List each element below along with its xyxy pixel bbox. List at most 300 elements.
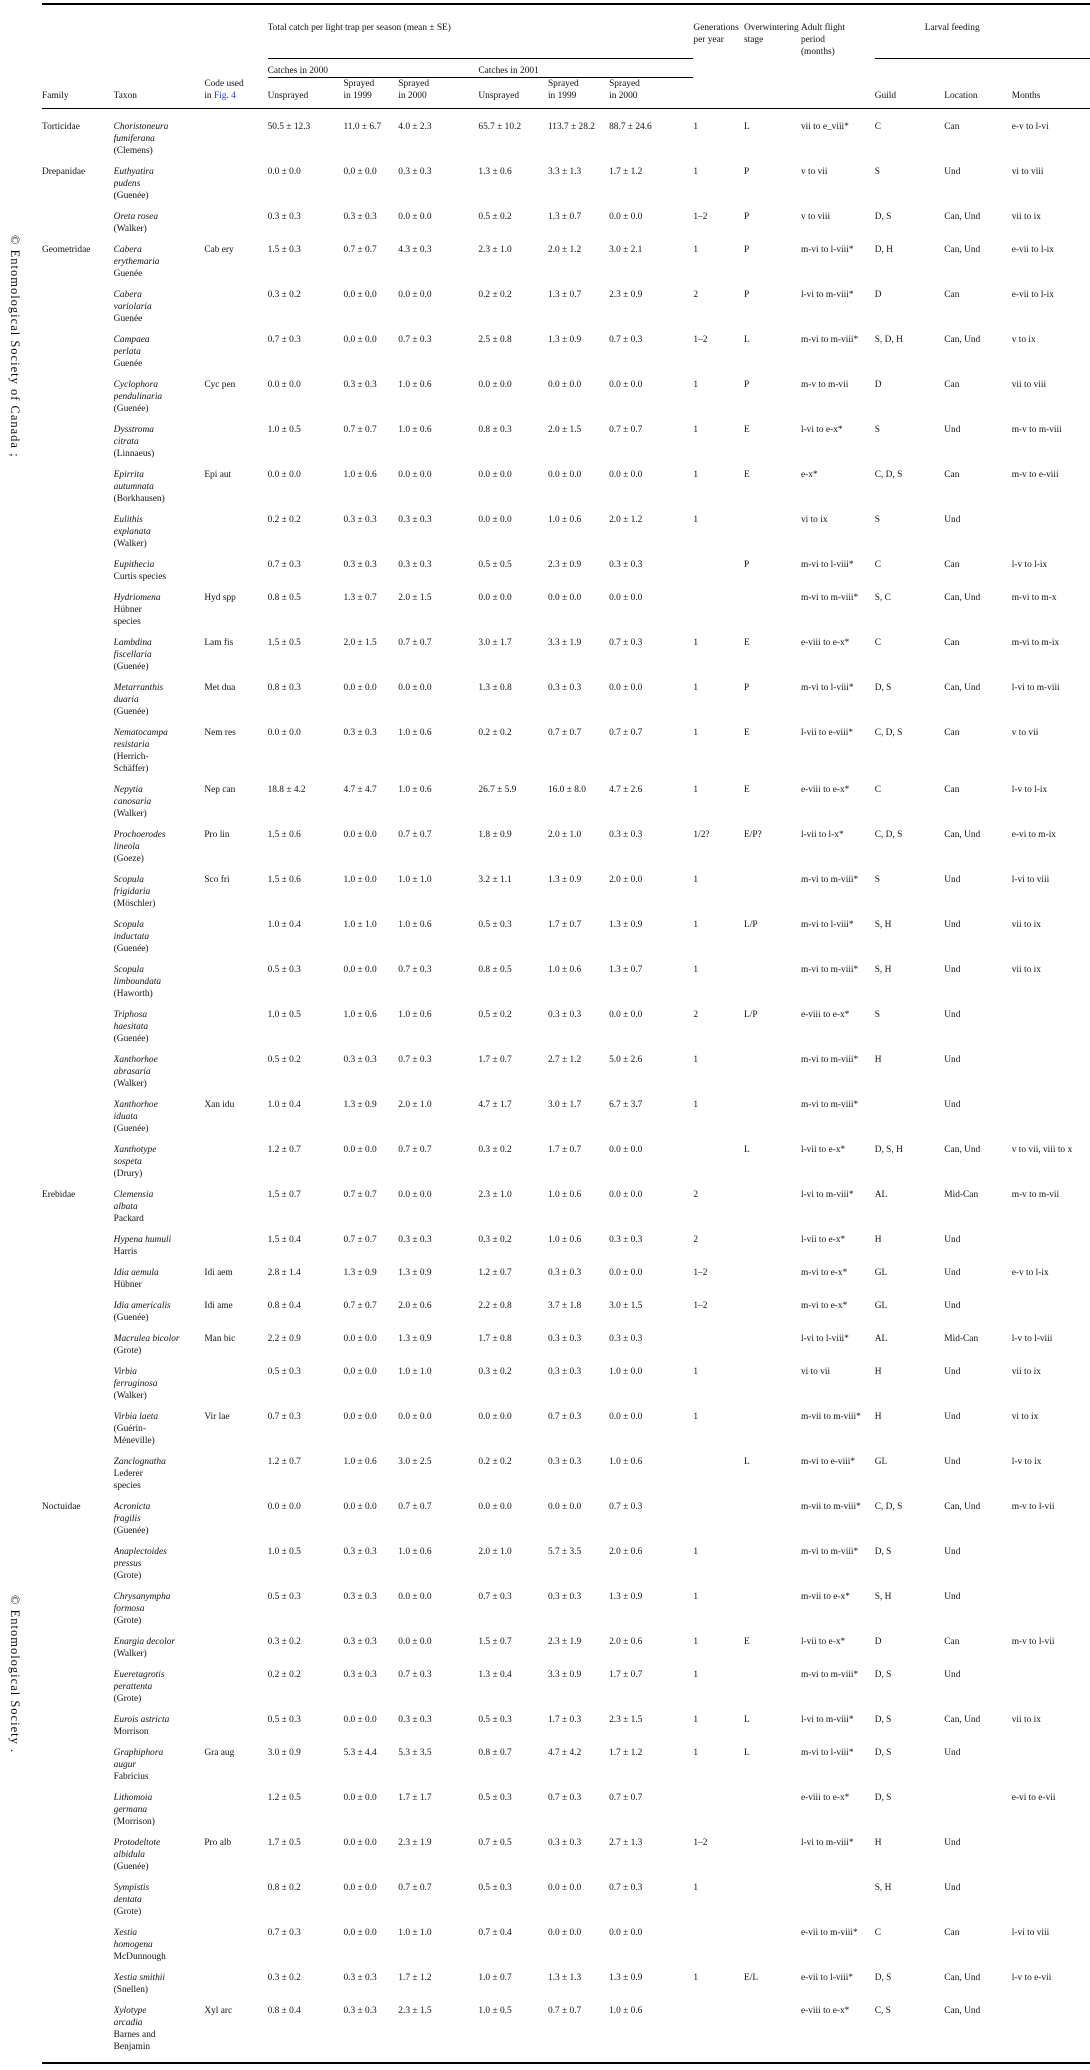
catch-cell: 2.8 ± 1.4 — [267, 1267, 301, 1278]
guild-cell: S — [874, 424, 880, 435]
generations-cell — [693, 1144, 744, 1189]
guild-cell: D, S — [874, 1546, 892, 1557]
catch-cell: 0.0 ± 0.0 — [267, 469, 301, 480]
months-cell: l-v to l-viii — [1011, 1333, 1053, 1344]
taxon-name: Dysstroma — [113, 424, 154, 435]
taxon-name: Acronicta — [113, 1501, 151, 1512]
taxon-author: (Guenée) — [113, 1861, 149, 1872]
catch-cell: 1.0 ± 0.6 — [343, 469, 377, 480]
flight-period-cell: m-vi to l-viii* — [800, 559, 854, 570]
catch-cell: 0.7 ± 0.3 — [478, 1591, 512, 1602]
taxon-author: (Grote) — [113, 1906, 142, 1917]
location-cell: Und — [944, 1669, 961, 1680]
catch-cell: 0.2 ± 0.2 — [478, 1456, 512, 1467]
catch-cell: 3.0 ± 2.1 — [609, 244, 643, 255]
catch-cell: 0.0 ± 0.0 — [398, 211, 432, 222]
overwintering-cell — [744, 1501, 801, 1546]
catch-cell: 0.0 ± 0.0 — [267, 1501, 301, 1512]
catch-cell: 0.7 ± 0.7 — [609, 727, 643, 738]
family-cell — [42, 2005, 114, 2063]
catch-cell: 2.0 ± 1.5 — [547, 424, 582, 435]
catch-cell: 5.7 ± 3.5 — [547, 1546, 582, 1557]
overwintering-cell: P — [744, 211, 750, 222]
months-cell: l-v to e-vii — [1011, 1972, 1052, 1983]
family-cell — [42, 1882, 114, 1927]
overwintering-cell — [744, 1792, 801, 1837]
taxon-cell — [114, 1792, 205, 1837]
taxon-author: (Herrich- — [113, 751, 149, 762]
table-row — [42, 2005, 1090, 2063]
catch-cell: 1.3 ± 0.9 — [609, 919, 643, 930]
code-cell — [204, 1714, 267, 1747]
taxon-author: (Guenée) — [113, 943, 149, 954]
location-cell: Can, Und — [944, 682, 981, 693]
catch-cell: 1.2 ± 0.7 — [478, 1267, 512, 1278]
flight-period-cell: m-vi to l-viii* — [800, 1747, 854, 1758]
taxon-name: Oreta rosea — [113, 211, 159, 222]
table-row — [42, 1144, 1090, 1189]
overwintering-cell — [744, 1927, 801, 1972]
overwintering-cell: E/P? — [744, 829, 762, 840]
generations-cell: 1 — [693, 1099, 699, 1110]
catch-cell: 0.7 ± 0.3 — [547, 1792, 582, 1803]
taxon-name: Idia aemula — [113, 1267, 159, 1278]
catch-cell: 0.0 ± 0.0 — [267, 379, 301, 390]
catch-cell: 1.0 ± 0.6 — [398, 1009, 432, 1020]
taxon-name: sospeta — [113, 1156, 142, 1167]
taxon-author: (Clemens) — [113, 145, 153, 156]
generations-cell — [693, 2005, 744, 2063]
catch-cell: 0.3 ± 0.3 — [547, 682, 582, 693]
catch-cell: 0.8 ± 0.3 — [267, 682, 301, 693]
code-cell — [204, 964, 267, 1009]
catch-cell: 1.3 ± 0.7 — [547, 289, 582, 300]
catch-cell: 1.0 ± 0.5 — [267, 424, 301, 435]
catch-cell: 0.3 ± 0.3 — [343, 1669, 377, 1680]
table-row — [42, 1972, 1090, 2005]
catch-cell: 1.0 ± 1.0 — [398, 874, 432, 885]
generations-cell: 1 — [693, 424, 699, 435]
catch-cell: 2.3 ± 1.9 — [398, 1837, 432, 1848]
catch-cell: 3.2 ± 1.1 — [478, 874, 512, 885]
catch-cell: 0.0 ± 0.0 — [398, 1636, 432, 1647]
catch-cell: 0.3 ± 0.3 — [343, 1591, 377, 1602]
catch-cell: 0.3 ± 0.3 — [398, 1714, 432, 1725]
catch-cell: 0.0 ± 0.0 — [398, 289, 432, 300]
family-cell — [42, 1054, 114, 1099]
code-cell — [204, 1636, 267, 1669]
code-cell — [204, 1009, 267, 1054]
catch-cell: 0.3 ± 0.3 — [609, 559, 643, 570]
taxon-name: Hypena humuli — [113, 1234, 172, 1245]
catch-cell: 0.8 ± 0.5 — [267, 592, 301, 603]
guild-cell: H — [874, 1411, 882, 1422]
catch-cell: 1.3 ± 1.3 — [547, 1972, 582, 1983]
taxon-name: erythemaria — [113, 256, 160, 267]
taxon-cell — [114, 289, 205, 334]
catch-cell: 0.5 ± 0.3 — [478, 1714, 512, 1725]
months-cell: v to ix — [1011, 334, 1036, 345]
table-row — [42, 211, 1090, 244]
taxon-name: Euthyatira — [113, 166, 154, 177]
family-cell — [42, 1267, 114, 1300]
catch-cell: 1.0 ± 0.4 — [267, 1099, 301, 1110]
flight-period-cell: e-vii to l-viii* — [800, 1972, 854, 1983]
generations-cell: 1 — [693, 1882, 699, 1893]
catch-cell: 0.0 ± 0.0 — [547, 379, 582, 390]
catch-cell: 1.7 ± 0.7 — [609, 1669, 643, 1680]
overwintering-cell: L/P — [744, 919, 758, 930]
guild-cell: GL — [874, 1300, 888, 1311]
generations-cell: 1 — [693, 1747, 699, 1758]
catch-cell: 0.5 ± 0.3 — [267, 1714, 301, 1725]
location-cell: Can, Und — [944, 334, 981, 345]
overwintering-cell: P — [744, 166, 750, 177]
flight-period-cell: m-vi to m-viii* — [800, 334, 859, 345]
taxon-name: haesitata — [113, 1021, 149, 1032]
taxon-author: (Grote) — [113, 1615, 142, 1626]
catch-cell: 3.0 ± 1.5 — [609, 1300, 643, 1311]
family-cell — [42, 682, 114, 727]
generations-cell: 1–2 — [693, 1267, 708, 1278]
overwintering-cell: E — [744, 1636, 750, 1647]
catch-cell: 0.0 ± 0.0 — [398, 1189, 432, 1200]
catch-cell: 0.8 ± 0.2 — [267, 1882, 301, 1893]
table-row — [42, 829, 1090, 874]
catch-cell: 1.0 ± 1.0 — [398, 1927, 432, 1938]
flight-period-cell: e-viii to e-x* — [800, 1792, 850, 1803]
catch-cell: 0.3 ± 0.3 — [547, 1837, 582, 1848]
guild-cell: GL — [874, 1267, 888, 1278]
location-cell: Und — [944, 1546, 961, 1557]
overwintering-cell: E — [744, 637, 750, 648]
copyright-watermark-bottom: © Entomological Society . — [8, 1595, 22, 1754]
taxon-author: Fabricius — [113, 1771, 149, 1782]
taxon-author: species — [113, 1480, 141, 1491]
catch-cell: 0.3 ± 0.3 — [609, 829, 643, 840]
taxon-name: Nematocampa — [113, 727, 168, 738]
table-row — [42, 1747, 1090, 1792]
catch-cell: 0.3 ± 0.3 — [343, 514, 377, 525]
taxon-author: (Guenée) — [113, 1525, 149, 1536]
family-cell — [42, 1714, 114, 1747]
taxon-author: Guenée — [113, 313, 143, 324]
location-cell: Mid-Can — [944, 1189, 979, 1200]
months-cell: l-vi to viii — [1011, 1927, 1050, 1938]
family-cell — [42, 829, 114, 874]
taxon-author: Curtis species — [113, 571, 167, 582]
overwintering-cell: P — [744, 559, 750, 570]
family-cell — [42, 1009, 114, 1054]
taxon-cell — [114, 1267, 205, 1300]
catch-cell: 0.3 ± 0.3 — [547, 1267, 582, 1278]
generations-cell — [693, 1333, 744, 1366]
catch-cell: 1.3 ± 0.9 — [398, 1333, 432, 1344]
catch-cell: 0.3 ± 0.3 — [343, 559, 377, 570]
taxon-header: Taxon — [114, 77, 205, 108]
catch-cell: 0.0 ± 0.0 — [609, 682, 643, 693]
location-cell: Und — [944, 1456, 961, 1467]
guild-cell: S, H — [874, 1591, 892, 1602]
catch-cell: 0.0 ± 0.0 — [398, 1591, 432, 1602]
catch-cell: 0.7 ± 0.7 — [609, 1792, 643, 1803]
taxon-cell — [114, 1300, 205, 1333]
catch-cell: 2.3 ± 1.5 — [398, 2005, 432, 2016]
location-cell: Und — [944, 1882, 961, 1893]
code-cell — [204, 919, 267, 964]
taxon-cell — [114, 1714, 205, 1747]
code-cell: Epi aut — [204, 469, 232, 480]
catch-cell: 6.7 ± 3.7 — [609, 1099, 643, 1110]
generations-cell: 1 — [693, 1714, 699, 1725]
months-cell: m-v to l-vii — [1011, 1636, 1055, 1647]
generations-cell: 1 — [693, 1411, 699, 1422]
months-cell — [1012, 1546, 1090, 1591]
guild-cell: C — [874, 1927, 881, 1938]
taxon-cell — [114, 919, 205, 964]
family-cell: Drepanidae — [42, 166, 86, 177]
table-row — [42, 1456, 1090, 1501]
guild-cell: H — [874, 1837, 882, 1848]
catch-cell: 88.7 ± 24.6 — [609, 121, 652, 132]
flight-period-cell: m-vi to m-viii* — [800, 1546, 859, 1557]
months-cell: v to vii — [1011, 727, 1039, 738]
taxon-cell — [114, 874, 205, 919]
catch-cell: 0.0 ± 0.0 — [343, 1333, 377, 1344]
catch-cell: 5.0 ± 2.6 — [609, 1054, 643, 1065]
months-cell: m-v to m-viii — [1011, 424, 1062, 435]
catch-cell: 0.0 ± 0.0 — [398, 682, 432, 693]
catch-cell: 0.3 ± 0.2 — [478, 1366, 512, 1377]
guild-cell: S — [874, 874, 880, 885]
catch-cell: 0.3 ± 0.3 — [398, 166, 432, 177]
catch-cell: 2.0 ± 1.5 — [343, 637, 377, 648]
taxon-name: fiscellaria — [113, 649, 152, 660]
catch-cell: 4.7 ± 1.7 — [478, 1099, 512, 1110]
location-cell: Und — [944, 1009, 961, 1020]
overwintering-cell — [744, 964, 801, 1009]
catch-cell: 2.0 ± 1.2 — [547, 244, 582, 255]
catch-cell: 1.0 ± 0.5 — [267, 1009, 301, 1020]
guild-cell: D, S — [874, 1747, 892, 1758]
catch-cell: 1.0 ± 0.5 — [267, 1546, 301, 1557]
taxon-name: limboundata — [113, 976, 162, 987]
taxon-name: Epirrita — [113, 469, 144, 480]
catch-cell: 1.0 ± 0.6 — [609, 1456, 643, 1467]
code-cell: Lam fis — [204, 637, 234, 648]
taxon-author: (Walker) — [113, 808, 147, 819]
table-row — [42, 637, 1090, 682]
location-cell: Can, Und — [944, 592, 981, 603]
guild-cell: D, S, H — [874, 1144, 903, 1155]
taxon-author: Barnes and — [113, 2029, 156, 2040]
months-cell — [1012, 514, 1090, 559]
flight-period-cell: l-vii to e-viii* — [800, 727, 854, 738]
generations-cell: 1 — [693, 1636, 699, 1647]
code-cell: Xan idu — [204, 1099, 235, 1110]
flight-period-cell: m-vii to e-x* — [800, 1591, 850, 1602]
catch-cell: 1.3 ± 0.9 — [609, 1972, 643, 1983]
taxon-author: McDunnough — [113, 1951, 166, 1962]
taxon-author: (Guenée) — [113, 661, 149, 672]
guild-cell: S, H — [874, 1882, 892, 1893]
family-cell — [42, 1099, 114, 1144]
catch-cell: 0.7 ± 0.7 — [343, 424, 377, 435]
overwintering-cell: E — [744, 784, 750, 795]
table-row — [42, 1366, 1090, 1411]
catch-cell: 3.0 ± 1.7 — [478, 637, 512, 648]
guild-cell: H — [874, 1234, 882, 1245]
taxon-cell — [114, 559, 205, 592]
flight-period-cell: m-vi to m-viii* — [800, 1669, 859, 1680]
taxon-name: formosa — [113, 1603, 145, 1614]
catch-cell: 0.5 ± 0.3 — [267, 1591, 301, 1602]
months-cell — [1012, 1009, 1090, 1054]
flight-period-cell: m-vi to e-x* — [800, 1300, 848, 1311]
generations-cell: 1 — [693, 166, 699, 177]
overwintering-cell — [744, 2005, 801, 2063]
taxon-author: (Snellen) — [113, 1984, 149, 1995]
catch-cell: 1.0 ± 0.6 — [398, 424, 432, 435]
taxon-author: Morrison — [113, 1726, 149, 1737]
overwintering-cell — [744, 1099, 801, 1144]
location-cell: Und — [944, 1411, 961, 1422]
flight-period-cell: m-vi to l-viii* — [800, 919, 854, 930]
catches-2000-header: Catches in 2000 — [268, 58, 479, 77]
guild-cell: GL — [874, 1456, 888, 1467]
catch-cell: 0.3 ± 0.3 — [398, 1234, 432, 1245]
flight-period-cell: l-vii to e-x* — [800, 1144, 846, 1155]
overwintering-cell: L — [744, 1714, 750, 1725]
catch-cell: 0.7 ± 0.3 — [398, 964, 432, 975]
catch-cell: 0.2 ± 0.2 — [267, 514, 301, 525]
overwintering-cell — [744, 1669, 801, 1714]
table-row — [42, 1099, 1090, 1144]
location-cell: Und — [944, 424, 961, 435]
months-cell: vii to ix — [1011, 1366, 1041, 1377]
catch-cell: 1.7 ± 0.8 — [478, 1333, 512, 1344]
taxon-cell — [114, 1546, 205, 1591]
catch-cell: 0.5 ± 0.3 — [478, 1792, 512, 1803]
generations-cell: 1–2 — [693, 334, 708, 345]
taxon-name: Metarranthis — [113, 682, 164, 693]
catch-cell: 0.0 ± 0.0 — [547, 1501, 582, 1512]
catch-cell: 0.8 ± 0.3 — [478, 424, 512, 435]
family-cell: Erebidae — [42, 1189, 76, 1200]
fig4-link[interactable]: Fig. 4 — [213, 90, 236, 101]
family-cell: Geometridae — [42, 244, 91, 255]
taxon-author: (Walker) — [113, 223, 147, 234]
code-cell — [204, 424, 267, 469]
overwintering-cell: E — [744, 424, 750, 435]
flight-period-cell: m-vi to e-x* — [800, 1267, 848, 1278]
catch-cell: 0.7 ± 0.3 — [267, 559, 301, 570]
family-header: Family — [42, 77, 114, 108]
location-cell: Und — [944, 1747, 961, 1758]
code-cell — [204, 1927, 267, 1972]
table-row — [42, 727, 1090, 784]
code-cell — [204, 1591, 267, 1636]
catch-cell: 0.7 ± 0.3 — [609, 1501, 643, 1512]
taxon-name: Xanthotype — [113, 1144, 157, 1155]
catch-cell: 0.2 ± 0.2 — [478, 289, 512, 300]
taxon-name: Scopula — [113, 964, 144, 975]
taxon-cell — [114, 379, 205, 424]
table-row — [42, 1300, 1090, 1333]
taxon-author: Schäffer) — [113, 763, 149, 774]
months-cell: e-vii to l-ix — [1011, 244, 1054, 255]
generations-cell: 1 — [693, 874, 699, 885]
taxon-author: (Guenée) — [113, 403, 149, 414]
catch-cell: 0.3 ± 0.2 — [267, 1636, 301, 1647]
taxon-author: Packard — [113, 1213, 144, 1224]
generations-cell: 1 — [693, 1972, 699, 1983]
family-cell — [42, 1234, 114, 1267]
overwintering-cell — [744, 1333, 801, 1366]
taxon-cell — [114, 108, 205, 166]
taxon-name: Virbia — [113, 1366, 137, 1377]
catch-cell: 1.7 ± 1.2 — [609, 166, 643, 177]
code-cell — [204, 211, 267, 244]
catch-cell: 0.0 ± 0.0 — [343, 166, 377, 177]
catch-cell: 0.0 ± 0.0 — [343, 289, 377, 300]
catch-cell: 0.3 ± 0.2 — [267, 1972, 301, 1983]
catch-cell: 2.2 ± 0.8 — [478, 1300, 512, 1311]
catch-cell: 0.0 ± 0.0 — [267, 727, 301, 738]
catch-cell: 1.0 ± 0.6 — [343, 1456, 377, 1467]
location-cell: Can — [944, 289, 960, 300]
location-cell: Und — [944, 1054, 961, 1065]
months-cell — [1012, 1099, 1090, 1144]
code-cell — [204, 1366, 267, 1411]
taxon-name: Eueretagrotis — [113, 1669, 165, 1680]
taxon-name: Chrysanympha — [113, 1591, 171, 1602]
table-row — [42, 784, 1090, 829]
taxon-name: Triphosa — [113, 1009, 148, 1020]
flight-period-cell: m-vii to m-viii* — [800, 1501, 861, 1512]
taxon-name: Xanthorhoe — [113, 1099, 158, 1110]
family-cell — [42, 1837, 114, 1882]
catch-cell: 0.7 ± 0.3 — [267, 1411, 301, 1422]
taxon-cell — [114, 1669, 205, 1714]
overwintering-cell: E/L — [744, 1972, 759, 1983]
location-cell: Mid-Can — [944, 1333, 979, 1344]
taxon-name: Nepytia — [113, 784, 143, 795]
sprayed2000-2001-header: Sprayed in 2000 — [609, 77, 693, 108]
catch-cell: 0.3 ± 0.2 — [478, 1144, 512, 1155]
catch-cell: 1.0 ± 0.0 — [343, 874, 377, 885]
taxon-author: (Guenée) — [113, 706, 149, 717]
overwintering-cell: L — [744, 334, 750, 345]
code-cell: Pro alb — [204, 1837, 232, 1848]
family-cell — [42, 211, 114, 244]
code-cell — [204, 559, 267, 592]
taxon-author: Méneville) — [113, 1435, 155, 1446]
catch-cell: 0.0 ± 0.0 — [547, 592, 582, 603]
overwintering-cell: P — [744, 244, 750, 255]
taxon-cell — [114, 1189, 205, 1234]
catch-cell: 1.8 ± 0.9 — [478, 829, 512, 840]
table-row — [42, 1636, 1090, 1669]
catch-cell: 1.0 ± 1.0 — [398, 1366, 432, 1377]
taxon-cell — [114, 829, 205, 874]
catch-cell: 1.7 ± 1.2 — [398, 1972, 432, 1983]
catch-cell: 0.0 ± 0.0 — [343, 682, 377, 693]
table-row — [42, 108, 1090, 166]
table-row — [42, 1882, 1090, 1927]
guild-cell: D, S — [874, 1972, 892, 1983]
generations-cell: 1 — [693, 514, 699, 525]
